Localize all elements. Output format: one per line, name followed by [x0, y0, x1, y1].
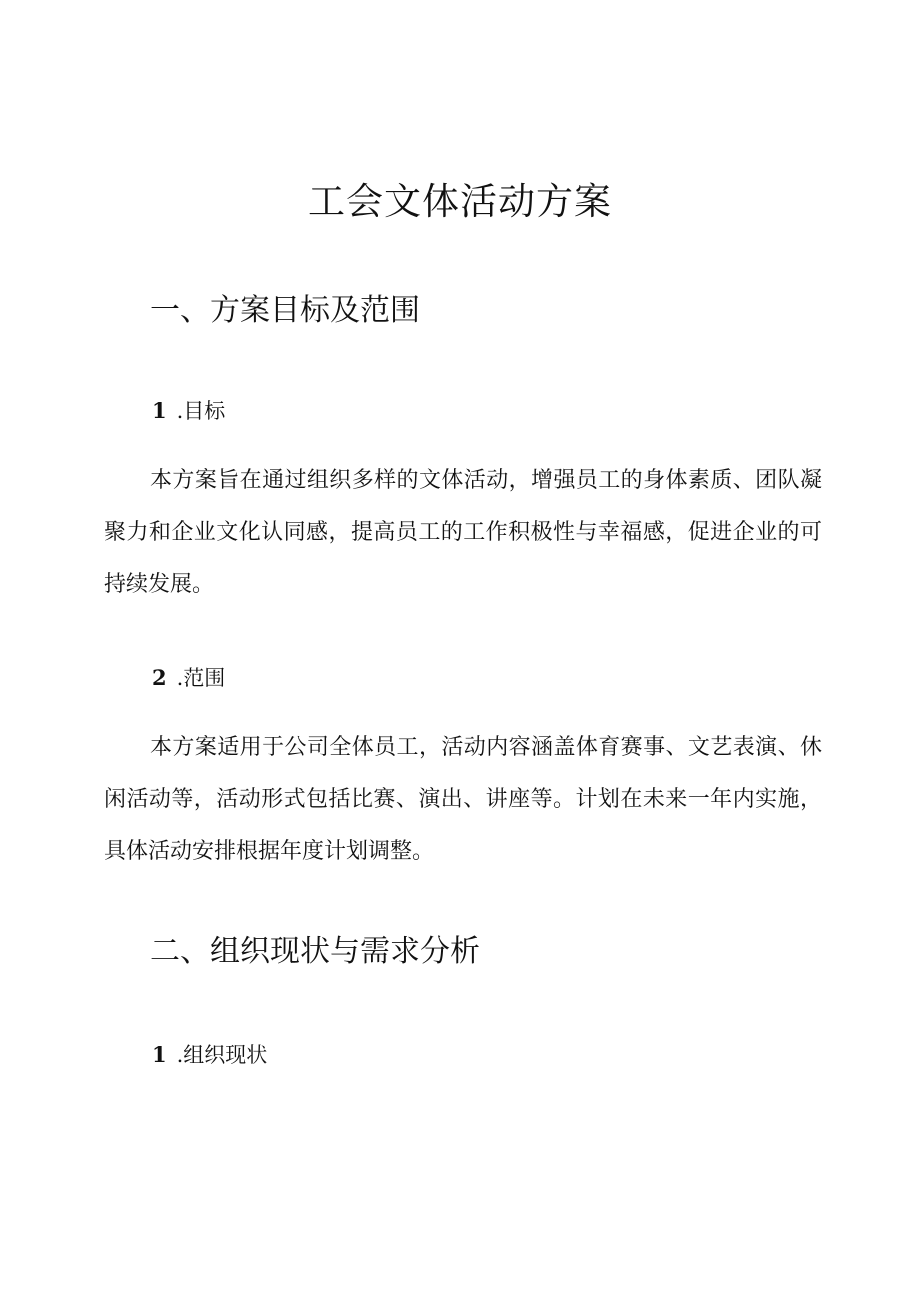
subheading-number: 2: [152, 665, 167, 690]
section-heading-goals-scope: 一、方案目标及范围: [150, 293, 420, 328]
subheading-number: 1: [152, 398, 167, 423]
subheading-scope: [152, 663, 225, 693]
subheading-number: 1: [152, 1042, 167, 1067]
section-heading-status-analysis: 二、组织现状与需求分析: [150, 934, 480, 969]
subheading-label: .目标: [176, 399, 226, 423]
subheading-goal: [152, 396, 225, 426]
paragraph-scope: 本方案适用于公司全体员工，活动内容涵盖体育赛事、文艺表演、休闲活动等，活动形式包括比赛、演出、讲座等。计划在未来一年内实施，具体活动安排根据年度计划调整。: [104, 735, 822, 864]
document-title: 工会文体活动方案: [308, 180, 612, 223]
paragraph-goal: 本方案旨在通过组织多样的文体活动，增强员工的身体素质、团队凝聚力和企业文化认同感，提高员工的工作积极性与幸福感，促进企业的可持续发展。: [104, 468, 822, 597]
subheading-label: .范围: [176, 666, 226, 690]
subheading-label: .组织现状: [176, 1043, 268, 1067]
subheading-org-status: [152, 1040, 267, 1070]
